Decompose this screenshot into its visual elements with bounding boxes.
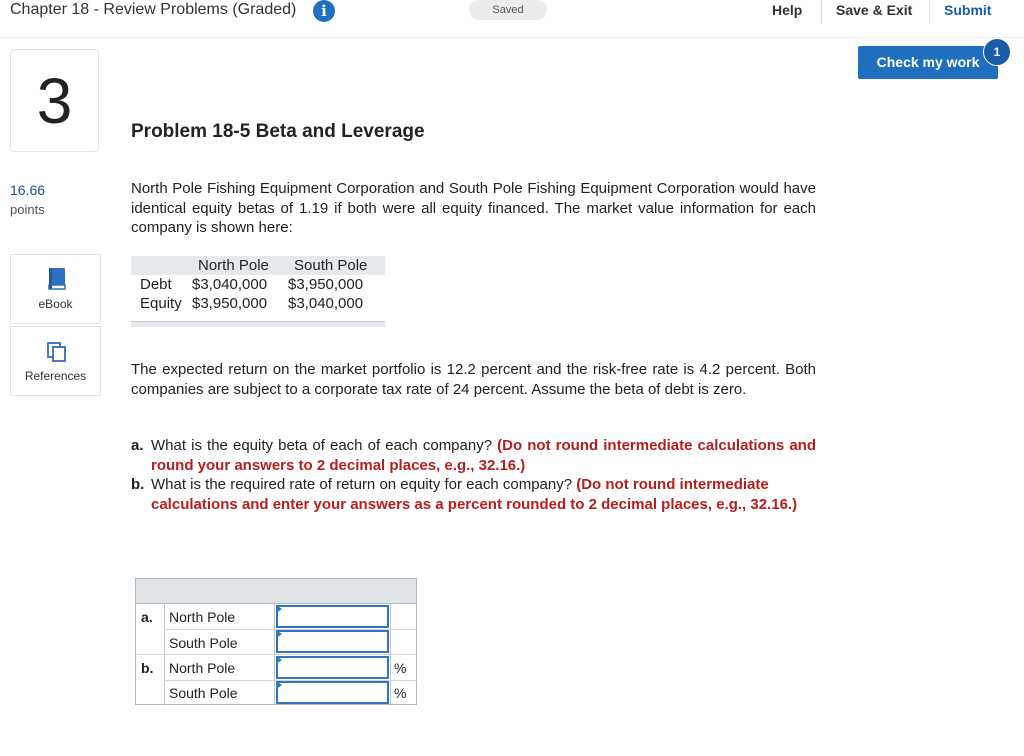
separator — [821, 0, 822, 24]
problem-intro: North Pole Fishing Equipment Corporation and South Pole Fishing Equipment Corporation would have identical equity betas of 1.19 if both were all equity financed. The market value information for each company is shown here: — [131, 180, 816, 236]
references-button[interactable] — [10, 326, 101, 396]
part-b-north-pole-input[interactable] — [276, 656, 389, 679]
answer-flag-icon — [276, 605, 282, 613]
percent-unit: % — [394, 685, 407, 701]
check-attempts-badge: 1 — [983, 38, 1011, 66]
market-cell: $3,950,000 — [288, 276, 364, 293]
info-icon[interactable]: i — [313, 0, 335, 22]
submit-link[interactable]: Submit — [944, 2, 992, 18]
market-cell: $3,950,000 — [192, 295, 268, 312]
answer-flag-icon — [276, 630, 282, 638]
references-label: References — [24, 369, 87, 383]
percent-unit: % — [394, 660, 407, 676]
answer-row-label: South Pole — [169, 635, 238, 651]
problem-title: Problem 18-5 Beta and Leverage — [131, 121, 425, 142]
market-table-footer — [131, 321, 385, 327]
ebook-button[interactable] — [10, 254, 101, 324]
part-a-question — [151, 436, 816, 475]
part-a-text: What is the equity beta of each of each company? — [151, 437, 493, 454]
part-a-south-pole-input[interactable] — [276, 630, 389, 653]
save-exit-link[interactable]: Save & Exit — [836, 2, 913, 18]
question-number: 3 — [10, 49, 99, 152]
help-link[interactable]: Help — [772, 2, 803, 18]
answer-flag-icon — [276, 656, 282, 664]
market-cell: $3,040,000 — [288, 295, 364, 312]
market-row-label: Equity — [140, 295, 182, 312]
market-header-south: South Pole — [294, 257, 368, 274]
answer-part-label: b. — [141, 660, 154, 676]
answer-row-label: South Pole — [169, 685, 238, 701]
book-icon — [46, 267, 68, 291]
answer-part-label: a. — [141, 609, 153, 625]
part-b-letter: b. — [131, 476, 145, 493]
part-b-text: What is the required rate of return on equity for each company? — [151, 476, 573, 493]
market-row-label: Debt — [140, 276, 172, 293]
header-divider — [0, 37, 1024, 38]
saved-status-badge: Saved — [469, 0, 547, 20]
part-b-instruction: (Do not round intermediate calculations and enter your answers as a percent rounded to 2 decimal places, e.g., 32.16.) — [151, 476, 798, 513]
market-header-north: North Pole — [198, 257, 269, 274]
copy-icon — [46, 341, 68, 363]
problem-paragraph-2: The expected return on the market portfolio is 12.2 percent and the risk-free rate is 4.2 percent. Both companies are subject to a corporate tax rate of 24 percent. Assume the beta of debt is zero. — [131, 361, 816, 398]
points-value: 16.66 — [10, 182, 46, 198]
check-my-work-button[interactable]: Check my work — [858, 46, 998, 79]
answer-row-label: North Pole — [169, 660, 236, 676]
part-b-question — [151, 475, 816, 514]
separator — [929, 0, 930, 24]
part-a-north-pole-input[interactable] — [276, 605, 389, 628]
answer-table-header — [136, 579, 416, 604]
answer-flag-icon — [276, 681, 282, 689]
points-label: points — [10, 202, 45, 217]
part-a-instruction: (Do not round intermediate calculations and round your answers to 2 decimal places, e.g., 32.16.) — [151, 437, 817, 474]
divider — [136, 654, 418, 655]
chapter-title: Chapter 18 - Review Problems (Graded) — [10, 1, 297, 18]
part-a-letter: a. — [131, 437, 144, 454]
answer-row-label: North Pole — [169, 609, 236, 625]
ebook-label: eBook — [38, 297, 73, 311]
part-b-south-pole-input[interactable] — [276, 681, 389, 704]
market-cell: $3,040,000 — [192, 276, 268, 293]
answer-table — [135, 578, 417, 705]
